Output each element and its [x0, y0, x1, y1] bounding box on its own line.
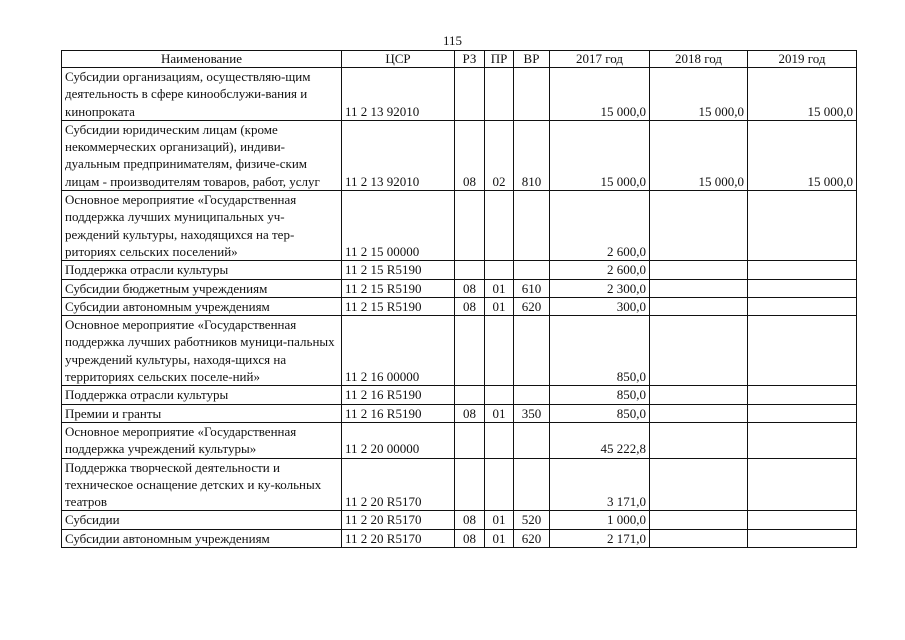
- cell-vr: [514, 191, 550, 261]
- cell-pr: 01: [485, 529, 514, 547]
- cell-pr: [485, 68, 514, 121]
- cell-pr: [485, 422, 514, 458]
- header-csr: ЦСР: [342, 51, 455, 68]
- cell-rz: 08: [455, 404, 485, 422]
- cell-vr: 810: [514, 120, 550, 190]
- header-row: [62, 51, 857, 68]
- header-pr: ПР: [485, 51, 514, 68]
- table-row: [62, 511, 857, 529]
- header-2017: 2017 год: [550, 51, 650, 68]
- cell-vr: [514, 68, 550, 121]
- cell-name: Основное мероприятие «Государственная поддержка лучших муниципальных уч-реждений культуры, находящихся на тер-риториях сельских поселений»: [62, 191, 342, 261]
- cell-y2018: [650, 261, 748, 279]
- cell-y2017: 2 600,0: [550, 191, 650, 261]
- cell-csr: 11 2 16 00000: [342, 316, 455, 386]
- cell-y2017: 3 171,0: [550, 458, 650, 511]
- cell-y2019: 15 000,0: [748, 68, 857, 121]
- cell-rz: 08: [455, 279, 485, 297]
- cell-csr: 11 2 20 R5170: [342, 511, 455, 529]
- cell-y2017: 15 000,0: [550, 68, 650, 121]
- cell-csr: 11 2 15 00000: [342, 191, 455, 261]
- cell-pr: [485, 316, 514, 386]
- cell-y2019: [748, 529, 857, 547]
- cell-pr: [485, 458, 514, 511]
- cell-rz: [455, 316, 485, 386]
- cell-pr: 01: [485, 404, 514, 422]
- cell-y2018: 15 000,0: [650, 68, 748, 121]
- cell-name: Субсидии организациям, осуществляю-щим деятельность в сфере кинообслужи-вания и кинопроката: [62, 68, 342, 121]
- cell-csr: 11 2 15 R5190: [342, 297, 455, 315]
- cell-y2019: 15 000,0: [748, 120, 857, 190]
- cell-vr: [514, 386, 550, 404]
- cell-y2018: [650, 511, 748, 529]
- cell-rz: 08: [455, 511, 485, 529]
- cell-vr: 610: [514, 279, 550, 297]
- table-row: [62, 529, 857, 547]
- cell-y2019: [748, 422, 857, 458]
- cell-rz: 08: [455, 297, 485, 315]
- cell-y2018: [650, 279, 748, 297]
- cell-name: Субсидии автономным учреждениям: [62, 297, 342, 315]
- cell-y2018: [650, 191, 748, 261]
- cell-vr: [514, 458, 550, 511]
- cell-y2019: [748, 297, 857, 315]
- cell-csr: 11 2 16 R5190: [342, 386, 455, 404]
- cell-rz: [455, 422, 485, 458]
- table-row: [62, 297, 857, 315]
- cell-y2019: [748, 386, 857, 404]
- cell-csr: 11 2 13 92010: [342, 68, 455, 121]
- cell-csr: 11 2 15 R5190: [342, 261, 455, 279]
- cell-name: Основное мероприятие «Государственная поддержка учреждений культуры»: [62, 422, 342, 458]
- cell-pr: 01: [485, 297, 514, 315]
- page-number: 115: [442, 33, 463, 48]
- cell-y2017: 850,0: [550, 386, 650, 404]
- table-row: [62, 191, 857, 261]
- cell-y2019: [748, 191, 857, 261]
- cell-pr: 02: [485, 120, 514, 190]
- cell-rz: 08: [455, 529, 485, 547]
- table-row: [62, 386, 857, 404]
- cell-y2017: 1 000,0: [550, 511, 650, 529]
- cell-y2019: [748, 316, 857, 386]
- header-rz: РЗ: [455, 51, 485, 68]
- cell-pr: [485, 191, 514, 261]
- table-row: [62, 68, 857, 121]
- header-2018: 2018 год: [650, 51, 748, 68]
- cell-y2017: 2 171,0: [550, 529, 650, 547]
- cell-vr: 620: [514, 529, 550, 547]
- cell-name: Субсидии: [62, 511, 342, 529]
- cell-pr: 01: [485, 279, 514, 297]
- cell-name: Субсидии бюджетным учреждениям: [62, 279, 342, 297]
- table-row: [62, 316, 857, 386]
- table-row: [62, 458, 857, 511]
- cell-y2019: [748, 511, 857, 529]
- cell-csr: 11 2 15 R5190: [342, 279, 455, 297]
- table-body: [62, 68, 857, 548]
- cell-name: Субсидии автономным учреждениям: [62, 529, 342, 547]
- header-2019: 2019 год: [748, 51, 857, 68]
- budget-table: [61, 50, 857, 548]
- cell-y2019: [748, 404, 857, 422]
- cell-y2018: [650, 316, 748, 386]
- cell-y2017: 300,0: [550, 297, 650, 315]
- cell-vr: 520: [514, 511, 550, 529]
- cell-vr: 350: [514, 404, 550, 422]
- table-row: [62, 422, 857, 458]
- cell-csr: 11 2 20 R5170: [342, 458, 455, 511]
- table-row: [62, 404, 857, 422]
- cell-vr: [514, 261, 550, 279]
- cell-y2017: 2 300,0: [550, 279, 650, 297]
- cell-name: Премии и гранты: [62, 404, 342, 422]
- cell-csr: 11 2 16 R5190: [342, 404, 455, 422]
- cell-y2017: 2 600,0: [550, 261, 650, 279]
- header-name: Наименование: [62, 51, 342, 68]
- cell-vr: [514, 316, 550, 386]
- header-vr: ВР: [514, 51, 550, 68]
- cell-rz: [455, 68, 485, 121]
- table-row: [62, 279, 857, 297]
- cell-name: Поддержка отрасли культуры: [62, 386, 342, 404]
- table-row: [62, 120, 857, 190]
- cell-rz: [455, 191, 485, 261]
- cell-y2017: 850,0: [550, 404, 650, 422]
- cell-name: Основное мероприятие «Государственная поддержка лучших работников муници-пальных учреждений культуры, находя-щихся на территориях сельских поселе-ний»: [62, 316, 342, 386]
- cell-rz: 08: [455, 120, 485, 190]
- cell-y2018: [650, 386, 748, 404]
- cell-pr: [485, 261, 514, 279]
- table-row: [62, 261, 857, 279]
- cell-pr: [485, 386, 514, 404]
- cell-y2019: [748, 261, 857, 279]
- cell-rz: [455, 386, 485, 404]
- cell-rz: [455, 458, 485, 511]
- cell-y2018: [650, 529, 748, 547]
- cell-vr: 620: [514, 297, 550, 315]
- cell-y2018: 15 000,0: [650, 120, 748, 190]
- cell-y2019: [748, 458, 857, 511]
- cell-name: Поддержка отрасли культуры: [62, 261, 342, 279]
- cell-y2017: 45 222,8: [550, 422, 650, 458]
- cell-csr: 11 2 13 92010: [342, 120, 455, 190]
- cell-y2017: 15 000,0: [550, 120, 650, 190]
- cell-rz: [455, 261, 485, 279]
- cell-csr: 11 2 20 R5170: [342, 529, 455, 547]
- cell-y2018: [650, 404, 748, 422]
- cell-y2018: [650, 297, 748, 315]
- cell-pr: 01: [485, 511, 514, 529]
- cell-name: Субсидии юридическим лицам (кроме некоммерческих организаций), индиви-дуальным предпринимателям, физиче-ским лицам - производителям товаров, работ, услуг: [62, 120, 342, 190]
- cell-name: Поддержка творческой деятельности и техническое оснащение детских и ку-кольных театров: [62, 458, 342, 511]
- cell-y2018: [650, 458, 748, 511]
- cell-csr: 11 2 20 00000: [342, 422, 455, 458]
- cell-y2018: [650, 422, 748, 458]
- cell-y2019: [748, 279, 857, 297]
- cell-y2017: 850,0: [550, 316, 650, 386]
- cell-vr: [514, 422, 550, 458]
